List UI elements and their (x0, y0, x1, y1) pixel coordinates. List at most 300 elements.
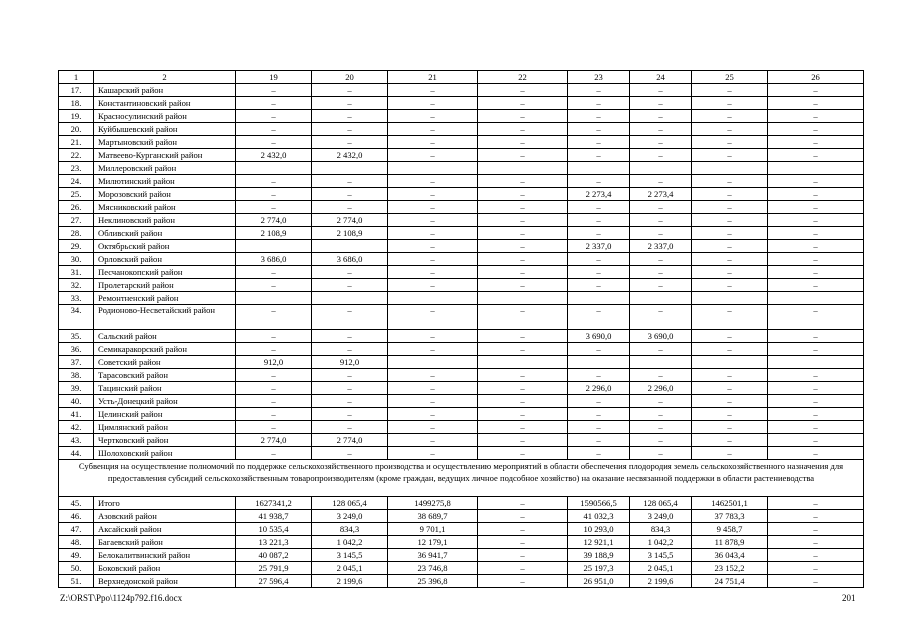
row-number: 44. (59, 447, 94, 460)
value-cell: – (478, 253, 568, 266)
value-cell: – (568, 266, 630, 279)
value-cell: – (568, 395, 630, 408)
value-cell: – (692, 266, 768, 279)
value-cell: – (630, 343, 692, 356)
value-cell: 26 951,0 (568, 575, 630, 588)
section-title-row (59, 460, 864, 497)
value-cell: 128 065,4 (312, 497, 388, 510)
district-name: Сальский район (94, 330, 236, 343)
value-cell: 2 045,1 (312, 562, 388, 575)
column-header: 25 (692, 71, 768, 84)
value-cell: 3 249,0 (630, 510, 692, 523)
value-cell: 2 432,0 (312, 149, 388, 162)
value-cell: – (478, 227, 568, 240)
district-name: Орловский район (94, 253, 236, 266)
value-cell: – (236, 447, 312, 460)
value-cell: – (478, 149, 568, 162)
district-name: Советский район (94, 356, 236, 369)
value-cell: – (630, 227, 692, 240)
subsidy-table (58, 70, 864, 588)
value-cell: – (478, 562, 568, 575)
value-cell: – (568, 149, 630, 162)
value-cell: – (568, 434, 630, 447)
value-cell: – (568, 136, 630, 149)
row-number: 28. (59, 227, 94, 240)
value-cell: 1499275,8 (388, 497, 478, 510)
district-name: Боковский район (94, 562, 236, 575)
value-cell: – (768, 343, 864, 356)
value-cell: – (568, 447, 630, 460)
value-cell: 9 701,1 (388, 523, 478, 536)
column-header: 2 (94, 71, 236, 84)
value-cell: – (388, 395, 478, 408)
row-number: 51. (59, 575, 94, 588)
table-row (59, 175, 864, 188)
value-cell: – (478, 330, 568, 343)
row-number: 26. (59, 201, 94, 214)
value-cell: – (768, 510, 864, 523)
value-cell (768, 292, 864, 305)
value-cell (568, 292, 630, 305)
value-cell: – (236, 136, 312, 149)
value-cell: 3 145,5 (312, 549, 388, 562)
value-cell: – (388, 188, 478, 201)
row-number: 38. (59, 369, 94, 382)
value-cell: – (478, 549, 568, 562)
value-cell: – (312, 382, 388, 395)
value-cell: 3 690,0 (630, 330, 692, 343)
value-cell: 3 690,0 (568, 330, 630, 343)
row-number: 35. (59, 330, 94, 343)
value-cell: – (478, 382, 568, 395)
value-cell: 39 188,9 (568, 549, 630, 562)
value-cell: – (692, 110, 768, 123)
value-cell: – (692, 227, 768, 240)
value-cell: 3 686,0 (312, 253, 388, 266)
value-cell: – (630, 266, 692, 279)
value-cell: – (630, 369, 692, 382)
value-cell (630, 292, 692, 305)
value-cell: – (692, 123, 768, 136)
row-number: 46. (59, 510, 94, 523)
value-cell: – (630, 110, 692, 123)
value-cell: – (568, 123, 630, 136)
value-cell: – (692, 434, 768, 447)
section-title: Субвенция на осуществление полномочий по поддержке сельскохозяйственного производства и осуществлению мероприятий в области обеспечения плодородия земель сельскохозяйственного назначения для предоставления субсидий сельскохозяйственным товаропроизводителям (кроме граждан, ведущих личное подсобное хозяйство) на оказание несвязанной поддержки в области растениеводства (59, 460, 864, 497)
value-cell: – (236, 279, 312, 292)
value-cell: 2 199,6 (630, 575, 692, 588)
value-cell: 2 296,0 (630, 382, 692, 395)
table-row (59, 292, 864, 305)
value-cell: 2 199,6 (312, 575, 388, 588)
value-cell: – (388, 97, 478, 110)
value-cell: – (388, 175, 478, 188)
value-cell: – (388, 305, 478, 330)
value-cell: – (630, 434, 692, 447)
district-name: Белокалитвинский район (94, 549, 236, 562)
value-cell: 13 221,3 (236, 536, 312, 549)
value-cell: 25 396,8 (388, 575, 478, 588)
value-cell: – (236, 123, 312, 136)
district-name: Целинский район (94, 408, 236, 421)
district-name: Пролетарский район (94, 279, 236, 292)
value-cell: 1 042,2 (630, 536, 692, 549)
table-row (59, 110, 864, 123)
value-cell: – (388, 266, 478, 279)
value-cell: 1462501,1 (692, 497, 768, 510)
row-number: 41. (59, 408, 94, 421)
value-cell: – (630, 201, 692, 214)
table-row (59, 201, 864, 214)
value-cell: – (768, 575, 864, 588)
value-cell: 2 432,0 (236, 149, 312, 162)
table-row (59, 266, 864, 279)
value-cell: 1627341,2 (236, 497, 312, 510)
value-cell: 9 458,7 (692, 523, 768, 536)
value-cell: – (692, 240, 768, 253)
value-cell: – (568, 421, 630, 434)
district-name: Неклиновский район (94, 214, 236, 227)
row-number: 23. (59, 162, 94, 175)
value-cell (630, 162, 692, 175)
row-number: 36. (59, 343, 94, 356)
value-cell: – (478, 395, 568, 408)
value-cell: – (568, 175, 630, 188)
value-cell (692, 356, 768, 369)
value-cell (478, 356, 568, 369)
value-cell (312, 292, 388, 305)
value-cell: – (478, 201, 568, 214)
value-cell: – (768, 523, 864, 536)
district-name: Цимлянский район (94, 421, 236, 434)
value-cell: – (236, 395, 312, 408)
row-number: 48. (59, 536, 94, 549)
value-cell: 1 042,2 (312, 536, 388, 549)
value-cell: – (692, 214, 768, 227)
value-cell: – (312, 343, 388, 356)
district-name: Мясниковский район (94, 201, 236, 214)
value-cell: – (568, 369, 630, 382)
district-name: Ремонтненский район (94, 292, 236, 305)
value-cell: – (630, 305, 692, 330)
value-cell: – (768, 549, 864, 562)
value-cell: – (478, 434, 568, 447)
value-cell: 41 938,7 (236, 510, 312, 523)
value-cell: – (768, 110, 864, 123)
value-cell: – (236, 408, 312, 421)
value-cell: – (388, 330, 478, 343)
value-cell: – (692, 136, 768, 149)
value-cell: – (478, 175, 568, 188)
value-cell: – (768, 421, 864, 434)
row-number: 30. (59, 253, 94, 266)
table-row (59, 97, 864, 110)
table-row (59, 149, 864, 162)
value-cell: – (692, 84, 768, 97)
value-cell: – (388, 279, 478, 292)
value-cell: – (768, 447, 864, 460)
value-cell: – (630, 214, 692, 227)
value-cell: 10 535,4 (236, 523, 312, 536)
column-header: 22 (478, 71, 568, 84)
value-cell: – (568, 343, 630, 356)
value-cell: – (388, 253, 478, 266)
table-row (59, 395, 864, 408)
row-number: 18. (59, 97, 94, 110)
value-cell: – (568, 201, 630, 214)
value-cell: – (478, 523, 568, 536)
value-cell: – (630, 408, 692, 421)
value-cell: – (236, 330, 312, 343)
value-cell: – (478, 188, 568, 201)
value-cell: 2 045,1 (630, 562, 692, 575)
value-cell: – (236, 201, 312, 214)
value-cell: – (768, 536, 864, 549)
value-cell: – (388, 227, 478, 240)
value-cell: 40 087,2 (236, 549, 312, 562)
value-cell: – (630, 447, 692, 460)
value-cell: – (312, 395, 388, 408)
value-cell: – (692, 408, 768, 421)
value-cell: – (692, 382, 768, 395)
value-cell: – (236, 188, 312, 201)
table-row (59, 227, 864, 240)
value-cell: – (692, 201, 768, 214)
table-row (59, 447, 864, 460)
value-cell: 24 751,4 (692, 575, 768, 588)
row-number: 39. (59, 382, 94, 395)
value-cell: 2 774,0 (236, 434, 312, 447)
value-cell: – (630, 395, 692, 408)
value-cell: – (768, 369, 864, 382)
value-cell: – (768, 149, 864, 162)
column-header: 1 (59, 71, 94, 84)
value-cell: – (630, 279, 692, 292)
table-row (59, 575, 864, 588)
value-cell: 23 152,2 (692, 562, 768, 575)
value-cell: – (388, 136, 478, 149)
value-cell: – (692, 395, 768, 408)
value-cell: – (388, 240, 478, 253)
value-cell: – (236, 266, 312, 279)
value-cell: – (768, 240, 864, 253)
value-cell: – (692, 343, 768, 356)
row-number: 49. (59, 549, 94, 562)
table-row (59, 84, 864, 97)
district-name: Багаевский район (94, 536, 236, 549)
table-row (59, 549, 864, 562)
value-cell: – (388, 421, 478, 434)
value-cell: – (692, 97, 768, 110)
column-header: 20 (312, 71, 388, 84)
value-cell: – (388, 447, 478, 460)
value-cell: – (312, 447, 388, 460)
value-cell: – (568, 305, 630, 330)
column-header: 23 (568, 71, 630, 84)
row-number: 42. (59, 421, 94, 434)
row-number: 31. (59, 266, 94, 279)
value-cell: – (692, 279, 768, 292)
value-cell: – (768, 201, 864, 214)
column-header: 21 (388, 71, 478, 84)
value-cell: 10 293,0 (568, 523, 630, 536)
value-cell: – (478, 497, 568, 510)
value-cell: – (478, 305, 568, 330)
district-name: Родионово-Несветайский район (94, 305, 236, 330)
district-name: Куйбышевский район (94, 123, 236, 136)
table-row (59, 136, 864, 149)
value-cell (568, 162, 630, 175)
value-cell: – (478, 279, 568, 292)
value-cell: 2 774,0 (312, 434, 388, 447)
footer-page-number: 201 (842, 593, 856, 603)
value-cell: – (692, 447, 768, 460)
table-row (59, 162, 864, 175)
value-cell (388, 356, 478, 369)
value-cell: – (312, 266, 388, 279)
district-name: Красносулинский район (94, 110, 236, 123)
value-cell: – (768, 97, 864, 110)
value-cell: – (388, 382, 478, 395)
row-number: 27. (59, 214, 94, 227)
value-cell: – (312, 408, 388, 421)
value-cell: – (388, 201, 478, 214)
value-cell: – (388, 434, 478, 447)
value-cell: – (478, 421, 568, 434)
table-row (59, 536, 864, 549)
value-cell: – (768, 395, 864, 408)
row-number: 22. (59, 149, 94, 162)
value-cell (478, 162, 568, 175)
value-cell: – (630, 421, 692, 434)
value-cell (312, 240, 388, 253)
district-name: Верхнедонской район (94, 575, 236, 588)
value-cell: – (478, 136, 568, 149)
table-row (59, 421, 864, 434)
value-cell: – (312, 123, 388, 136)
district-name: Итого (94, 497, 236, 510)
value-cell: – (768, 175, 864, 188)
row-number: 32. (59, 279, 94, 292)
value-cell: – (478, 510, 568, 523)
value-cell: 3 249,0 (312, 510, 388, 523)
value-cell (388, 292, 478, 305)
value-cell: – (478, 447, 568, 460)
district-name: Чертковский район (94, 434, 236, 447)
value-cell: 41 032,3 (568, 510, 630, 523)
table-row (59, 279, 864, 292)
value-cell: – (768, 497, 864, 510)
table-row (59, 305, 864, 330)
value-cell: 11 878,9 (692, 536, 768, 549)
value-cell: – (312, 84, 388, 97)
row-number: 43. (59, 434, 94, 447)
value-cell: – (692, 253, 768, 266)
district-name: Матвеево-Курганский район (94, 149, 236, 162)
value-cell: – (312, 97, 388, 110)
value-cell: – (478, 123, 568, 136)
value-cell: 834,3 (630, 523, 692, 536)
row-number: 25. (59, 188, 94, 201)
value-cell: – (478, 575, 568, 588)
row-number: 50. (59, 562, 94, 575)
value-cell: – (768, 84, 864, 97)
value-cell: – (568, 84, 630, 97)
column-header: 24 (630, 71, 692, 84)
row-number: 19. (59, 110, 94, 123)
value-cell: – (236, 343, 312, 356)
table-row (59, 343, 864, 356)
value-cell (478, 292, 568, 305)
value-cell: – (478, 536, 568, 549)
value-cell: 25 791,9 (236, 562, 312, 575)
value-cell: 2 337,0 (568, 240, 630, 253)
value-cell: – (388, 110, 478, 123)
data-table-container (58, 70, 864, 588)
value-cell: – (630, 253, 692, 266)
value-cell: – (768, 562, 864, 575)
value-cell: – (236, 110, 312, 123)
table-row (59, 188, 864, 201)
value-cell: 2 273,4 (568, 188, 630, 201)
value-cell: – (568, 279, 630, 292)
value-cell: – (568, 227, 630, 240)
value-cell: – (630, 149, 692, 162)
value-cell (768, 356, 864, 369)
value-cell: 2 296,0 (568, 382, 630, 395)
district-name: Тацинский район (94, 382, 236, 395)
value-cell (388, 162, 478, 175)
district-name: Песчанокопский район (94, 266, 236, 279)
value-cell: – (630, 175, 692, 188)
value-cell (236, 240, 312, 253)
value-cell: – (768, 279, 864, 292)
value-cell: – (768, 188, 864, 201)
value-cell: – (568, 408, 630, 421)
value-cell: 2 108,9 (236, 227, 312, 240)
footer-file-path: Z:\ORST\Ppo\1124p792.f16.docx (60, 593, 183, 603)
table-row (59, 214, 864, 227)
value-cell: 912,0 (236, 356, 312, 369)
value-cell: – (692, 421, 768, 434)
value-cell: 36 043,4 (692, 549, 768, 562)
value-cell: – (312, 188, 388, 201)
value-cell: – (312, 110, 388, 123)
value-cell: – (388, 408, 478, 421)
value-cell: – (388, 369, 478, 382)
value-cell: – (478, 343, 568, 356)
row-number: 45. (59, 497, 94, 510)
table-row (59, 497, 864, 510)
column-header: 26 (768, 71, 864, 84)
row-number: 34. (59, 305, 94, 330)
value-cell: – (478, 240, 568, 253)
value-cell: – (768, 214, 864, 227)
value-cell: – (312, 369, 388, 382)
table-header-row (59, 71, 864, 84)
value-cell: – (568, 214, 630, 227)
value-cell: – (312, 330, 388, 343)
value-cell: 38 689,7 (388, 510, 478, 523)
value-cell: – (312, 175, 388, 188)
value-cell: 36 941,7 (388, 549, 478, 562)
value-cell: – (692, 149, 768, 162)
value-cell (630, 356, 692, 369)
value-cell: – (768, 227, 864, 240)
value-cell: 2 108,9 (312, 227, 388, 240)
value-cell: – (388, 84, 478, 97)
value-cell: 834,3 (312, 523, 388, 536)
